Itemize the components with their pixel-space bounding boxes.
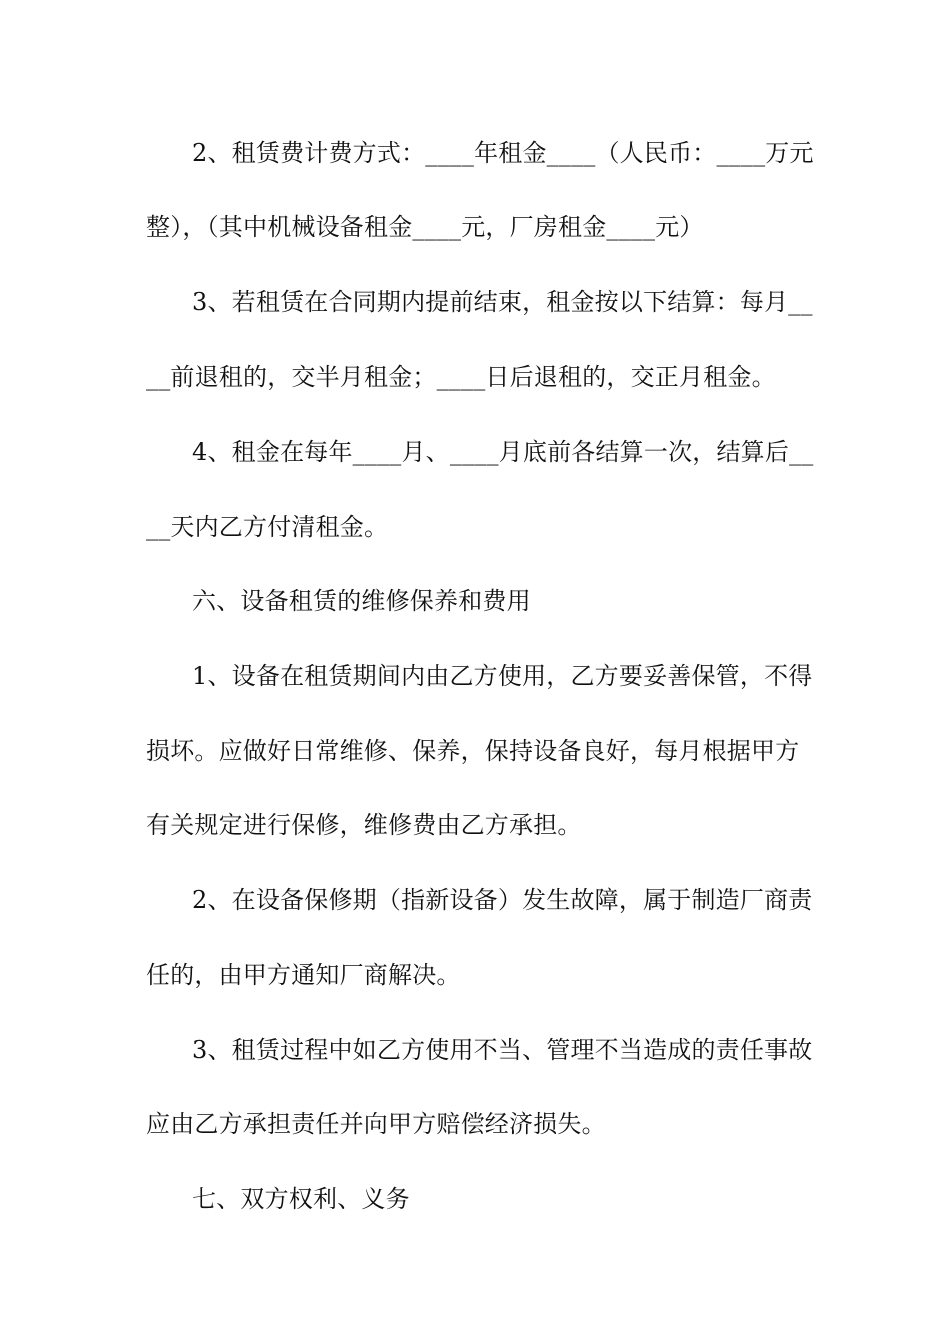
- text-line-maintenance-2: 2、在设备保修期（指新设备）发生故障，属于制造厂商责: [192, 886, 813, 914]
- section-heading-rights-obligations: 七、双方权利、义务: [192, 1185, 410, 1213]
- text-line-rent-billing-method: 2、租赁费计费方式：____年租金____（人民币：____万元: [192, 139, 814, 167]
- text-line-settlement-schedule-cont: __天内乙方付清租金。: [146, 513, 389, 541]
- text-line-early-termination: 3、若租赁在合同期内提前结束，租金按以下结算：每月__: [192, 288, 813, 316]
- text-line-maintenance-1: 1、设备在租赁期间内由乙方使用，乙方要妥善保管，不得: [192, 662, 813, 690]
- text-line-maintenance-3: 3、租赁过程中如乙方使用不当、管理不当造成的责任事故: [192, 1036, 813, 1064]
- section-heading-maintenance: 六、设备租赁的维修保养和费用: [192, 587, 531, 615]
- text-line-maintenance-2-cont: 任的，由甲方通知厂商解决。: [146, 961, 461, 989]
- text-line-rent-breakdown: 整），（其中机械设备租金____元，厂房租金____元）: [146, 213, 704, 241]
- text-line-maintenance-3-cont: 应由乙方承担责任并向甲方赔偿经济损失。: [146, 1110, 606, 1138]
- text-line-early-termination-cont: __前退租的，交半月租金；____日后退租的，交正月租金。: [146, 363, 776, 391]
- text-line-maintenance-1-cont-b: 有关规定进行保修，维修费由乙方承担。: [146, 811, 582, 839]
- text-line-maintenance-1-cont-a: 损坏。应做好日常维修、保养，保持设备良好，每月根据甲方: [146, 737, 800, 765]
- text-line-settlement-schedule: 4、租金在每年____月、____月底前各结算一次，结算后__: [192, 438, 814, 466]
